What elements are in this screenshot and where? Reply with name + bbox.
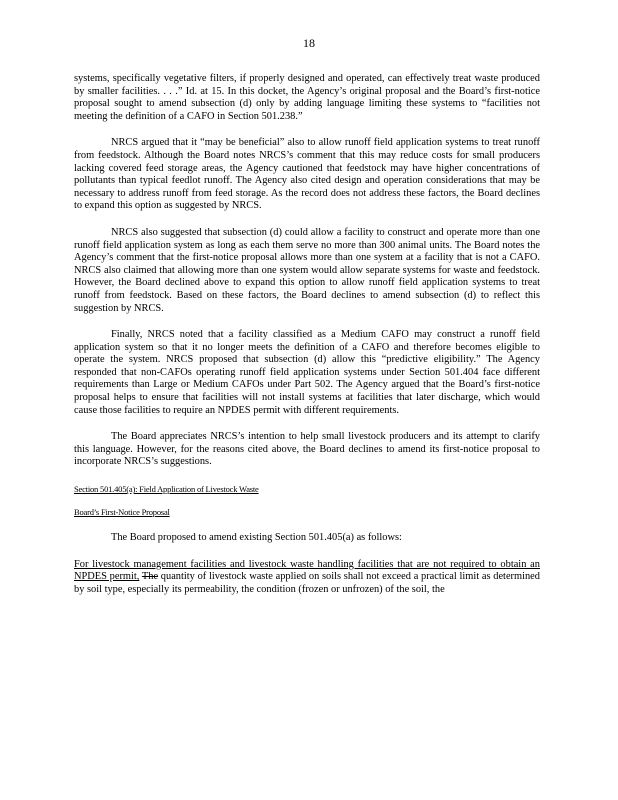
document-body: [74, 73, 540, 611]
subsection-heading-text: Board’s First-Notice Proposal: [74, 506, 170, 517]
subsection-heading: [74, 506, 540, 519]
paragraph-5: The Board appreciates NRCS’s intention to help small livestock producers and its attempt to clarify this language. However, for the reasons cited above, the Board declines to amend its first-notice proposal to incorporate NRCS’s suggestions.: [74, 431, 540, 468]
section-heading: [74, 483, 540, 496]
paragraph-3: NRCS also suggested that subsection (d) could allow a facility to construct and operate more than one runoff field application system as long as each them serve no more than 300 animal units. The Board notes the Agency’s comment that the first-notice proposal allows more than one system at a facility that is not a CAFO. NRCS also claimed that allowing more than one system would allow separate systems for waste and feedstock. However, the Board declined above to expand this option to allow runoff field application systems to treat runoff from feedstock. Based on these factors, the Board declines to amend subsection (d) to reflect this suggestion by NRCS.: [74, 226, 540, 314]
amendment-inserted-text: For livestock management facilities and livestock waste handling facilities that are not required to obtain an NPDES permit,: [74, 558, 540, 583]
amendment-remaining-text: quantity of livestock waste applied on soils shall not exceed a practical limit as determined by soil type, especially its permeability, the condition (frozen or unfrozen) of the soil, the: [74, 571, 540, 595]
proposal-intro: The Board proposed to amend existing Section 501.405(a) as follows:: [111, 532, 402, 544]
section-heading-text: Section 501.405(a): Field Application of Livestock Waste: [74, 484, 259, 495]
amendment-deleted-text: The: [141, 571, 159, 583]
page-number: 18: [303, 36, 315, 50]
paragraph-4: Finally, NRCS noted that a facility classified as a Medium CAFO may construct a runoff field application system so that it no longer meets the definition of a CAFO and therefore becomes eligible to operate the system. NRCS proposed that subsection (d) allow this “predictive eligibility.” The Agency responded that non-CAFOs operating runoff field application systems under Section 501.404 face different requirements than Large or Medium CAFOs under Part 502. The Agency argued that the Board’s first-notice proposal helps to ensure that facilities will not install systems at facilities that later discharge, which would cause those facilities to require an NPDES permit with different requirements.: [74, 329, 540, 416]
paragraph-1: systems, specifically vegetative filters, if properly designed and operated, can effectively treat waste produced by smaller facilities. . . .” Id. at 15. In this docket, the Agency’s original proposal and the Board’s first-notice proposal sought to amend subsection (d) only by adding language limiting these systems to “facilities not meeting the definition of a CAFO in Section 501.238.”: [74, 73, 540, 122]
paragraph-2: NRCS argued that it “may be beneficial” also to allow runoff field application systems to treat runoff from feedstock. Although the Board notes NRCS’s comment that this may reduce costs for small producers lacking covered feed storage areas, the Agency cautioned that feedstock may have higher concentrations of pollutants than typical feedlot runoff. The Agency also cited design and operation considerations that may be necessary to address runoff from feed storage. As the record does not address these factors, the Board declines to expand this option as suggested by NRCS.: [74, 137, 540, 212]
amendment-text: [74, 559, 540, 597]
